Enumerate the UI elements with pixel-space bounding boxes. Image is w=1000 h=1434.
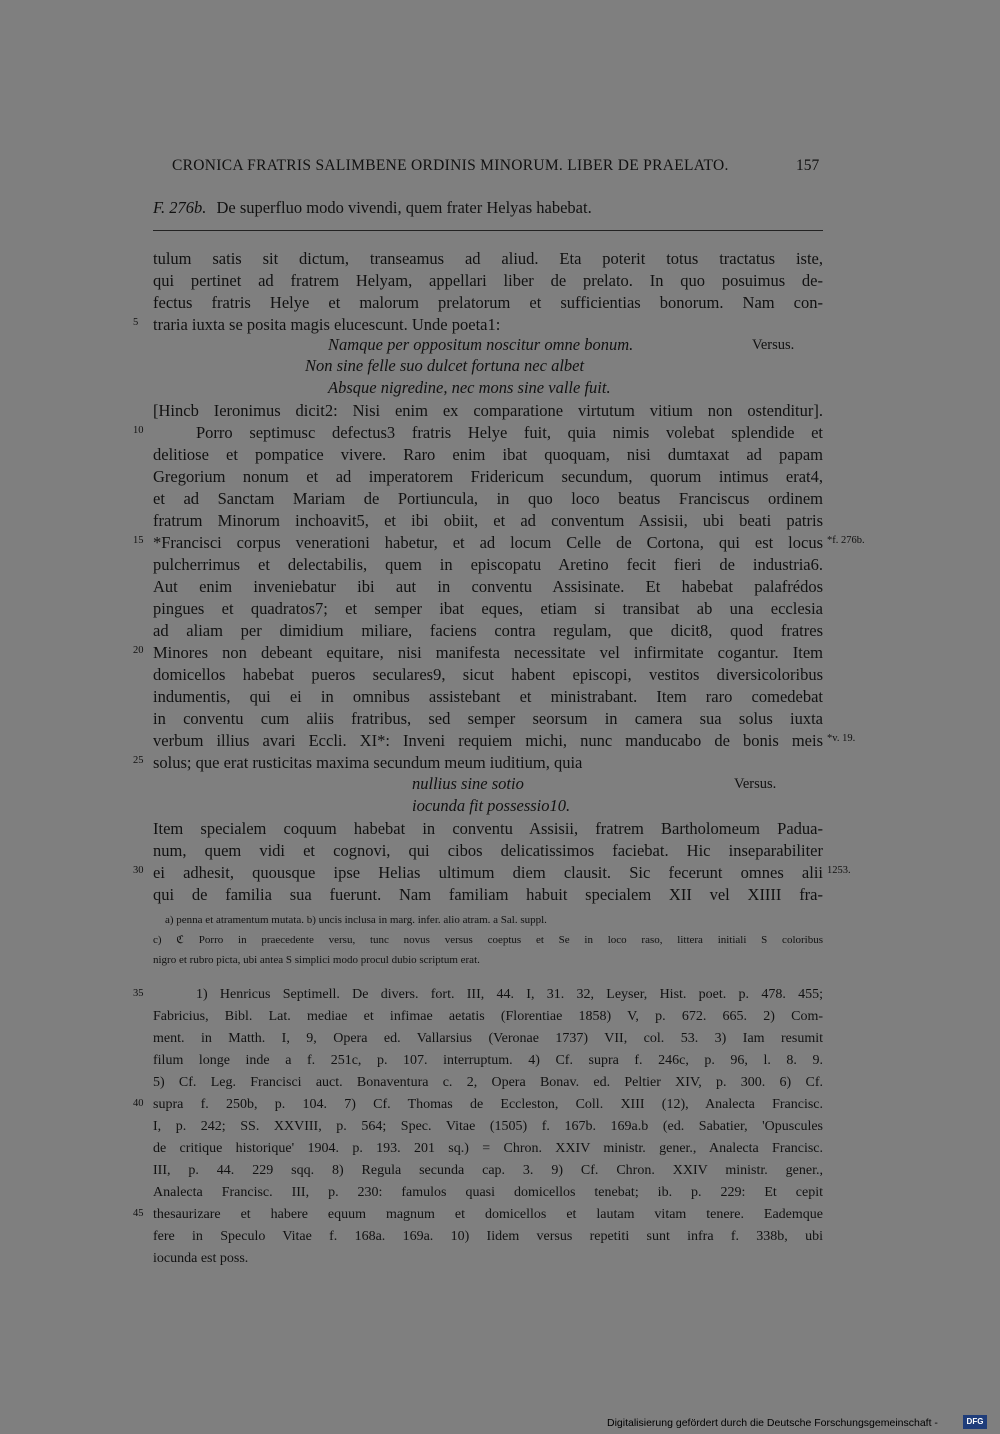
footnote-line: Analecta Francisc. III, p. 230: famulos quasi domicellos tenebat; ib. p. 229: Et cepit [153, 1185, 823, 1200]
text-line: traria iuxta se posita magis elucescunt. Unde poeta1: [153, 315, 501, 334]
text-line: verbum illius avari Eccli. XI*: Inveni requiem michi, nunc manducabo de bonis meis [153, 731, 823, 750]
dfg-logo: DFG [963, 1415, 987, 1429]
text-line: pulcherrimus et delectabilis, quem in episcopatu Aretino fecit fieri de industria6. [153, 555, 823, 574]
text-line: *Francisci corpus venerationi habetur, et ad locum Celle de Cortona, qui est locus [153, 533, 823, 552]
versus-label: Versus. [752, 337, 795, 353]
line-number: 5 [133, 317, 139, 328]
line-number: 35 [133, 988, 144, 999]
folio-reference: F. 276b. [153, 198, 207, 217]
verse-line: nullius sine sotio [412, 774, 524, 793]
footnote-line: 5) Cf. Leg. Francisci auct. Bonaventura c. 2, Opera Bonav. ed. Peltier XIV, p. 300. 6) Cf. [153, 1075, 823, 1090]
text-line: Porro septimusc defectus3 fratris Helye fuit, quia nimis volebat splendide et [196, 423, 823, 442]
folio-heading [153, 198, 592, 218]
text-line: fratrum Minorum inchoavit5, et ibi obiit, et ad conventum Assisii, ubi beati patris [153, 511, 823, 530]
line-number: 45 [133, 1208, 144, 1219]
footnote-line: III, p. 44. 229 sqq. 8) Regula secunda cap. 3. 9) Cf. Chron. XXIV ministr. gener., [153, 1163, 823, 1178]
versus-label: Versus. [734, 776, 777, 792]
margin-note: 1253. [827, 865, 851, 876]
text-line: ad aliam per dimidium miliare, faciens contra regulam, que dicit8, quod fratres [153, 621, 823, 640]
heading-rule [153, 230, 823, 231]
digitization-credit: Digitalisierung gefördert durch die Deutsche Forschungsgemeinschaft - [607, 1417, 938, 1429]
running-title: CRONICA FRATRIS SALIMBENE ORDINIS MINORUM. LIBER DE PRAELATO. [172, 157, 729, 174]
folio-title: De superfluo modo vivendi, quem frater Helyas habebat. [216, 198, 592, 217]
page-number: 157 [796, 157, 820, 174]
text-line: qui de familia sua fuerunt. Nam familiam habuit specialem XII vel XIIII fra- [153, 885, 823, 904]
footnote-line: de critique historique' 1904. p. 193. 201 sq.) = Chron. XXIV ministr. gener., Analecta Francisc. [153, 1141, 823, 1156]
text-line: ei adhesit, quousque ipse Helias ultimum diem clausit. Sic fecerunt omnes alii [153, 863, 823, 882]
text-line: tulum satis sit dictum, transeamus ad aliud. Eta poterit totus tractatus iste, [153, 249, 823, 268]
verse-line: Namque per oppositum noscitur omne bonum. [328, 335, 634, 354]
line-number: 30 [133, 865, 144, 876]
margin-note: *f. 276b. [827, 535, 865, 546]
text-line: solus; que erat rusticitas maxima secundum meum iuditium, quia [153, 753, 583, 772]
verse-line: Non sine felle suo dulcet fortuna nec albet [305, 356, 585, 375]
verse-line: Absque nigredine, nec mons sine valle fuit. [328, 378, 611, 397]
text-line: [Hincb Ieronimus dicit2: Nisi enim ex comparatione virtutum vitium non ostenditur]. [153, 401, 823, 420]
text-line: in conventu cum aliis fratribus, sed semper seorsum in camera sua solus iuxta [153, 709, 823, 728]
footnote-line: 1) Henricus Septimell. De divers. fort. III, 44. I, 31. 32, Leyser, Hist. poet. p. 478. 455; [196, 987, 823, 1002]
text-line: domicellos habebat pueros seculares9, sicut habent episcopi, vestitos diversicoloribus [153, 665, 823, 684]
verse-line: iocunda fit possessio10. [412, 796, 571, 815]
text-line: et ad Sanctam Mariam de Portiuncula, in quo loco beatus Franciscus ordinem [153, 489, 823, 508]
text-line: indumentis, qui ei in omnibus assistebant et ministrabant. Item raro comedebat [153, 687, 823, 706]
footnote-line: Fabricius, Bibl. Lat. mediae et infimae aetatis (Florentiae 1858) V, p. 672. 665. 2) Com- [153, 1009, 823, 1024]
footnote-line: ment. in Matth. I, 9, Opera ed. Vallarsius (Veronae 1737) VII, col. 53. 3) Iam resumit [153, 1031, 823, 1046]
line-number: 15 [133, 535, 144, 546]
apparatus-line: a) penna et atramentum mutata. b) uncis inclusa in marg. infer. alio atram. a Sal. suppl. [165, 914, 547, 926]
footnote-line: iocunda est poss. [153, 1251, 249, 1266]
footnote-line: fere in Speculo Vitae f. 168a. 169a. 10) Iidem versus repetiti sunt infra f. 338b, ubi [153, 1229, 823, 1244]
text-line: pingues et quadratos7; et semper ibat eques, etiam si transibat ab una ecclesia [153, 599, 823, 618]
line-number: 20 [133, 645, 144, 656]
line-number: 25 [133, 755, 144, 766]
text-line: qui pertinet ad fratrem Helyam, appellari liber de prelato. In quo posuimus de- [153, 271, 823, 290]
text-line: num, quem vidi et cognovi, qui cibos delicatissimos faciebat. Hic inseparabiliter [153, 841, 823, 860]
footnote-line: supra f. 250b, p. 104. 7) Cf. Thomas de Eccleston, Coll. XIII (12), Analecta Francisc. [153, 1097, 823, 1112]
text-line: Item specialem coquum habebat in conventu Assisii, fratrem Bartholomeum Padua- [153, 819, 823, 838]
text-line: Gregorium nonum et ad imperatorem Fridericum secundum, quorum intimus erat4, [153, 467, 823, 486]
margin-note: *v. 19. [827, 733, 856, 744]
footnote-line: thesaurizare et habere equum magnum et domicellos et lautam vitam tenere. Eademque [153, 1207, 823, 1222]
text-line: delitiose et pompatice vivere. Raro enim ibat quoquam, nisi dumtaxat ad papam [153, 445, 823, 464]
apparatus-line: nigro et rubro picta, ubi antea S simplici modo procul dubio scriptum erat. [153, 954, 480, 966]
text-line: fectus fratris Helye et malorum prelatorum et sufficientias bonorum. Nam con- [153, 293, 823, 312]
footnote-line: filum longe inde a f. 251c, p. 107. interruptum. 4) Cf. supra f. 246c, p. 96, l. 8. 9. [153, 1053, 823, 1068]
line-number: 40 [133, 1098, 144, 1109]
apparatus-line: c) ℭ Porro in praecedente versu, tunc novus versus coeptus et Se in loco raso, littera initiali S coloribus [153, 934, 823, 946]
text-line: Minores non debeant equitare, nisi manifesta necessitate vel infirmitate cogantur. Item [153, 643, 823, 662]
line-number: 10 [133, 425, 144, 436]
text-line: Aut enim inveniebatur ibi aut in conventu Assisinate. Et habebat palafrédos [153, 577, 823, 596]
footnote-line: I, p. 242; SS. XXVIII, p. 564; Spec. Vitae (1505) f. 167b. 169a.b (ed. Sabatier, 'Opuscules [153, 1119, 823, 1134]
